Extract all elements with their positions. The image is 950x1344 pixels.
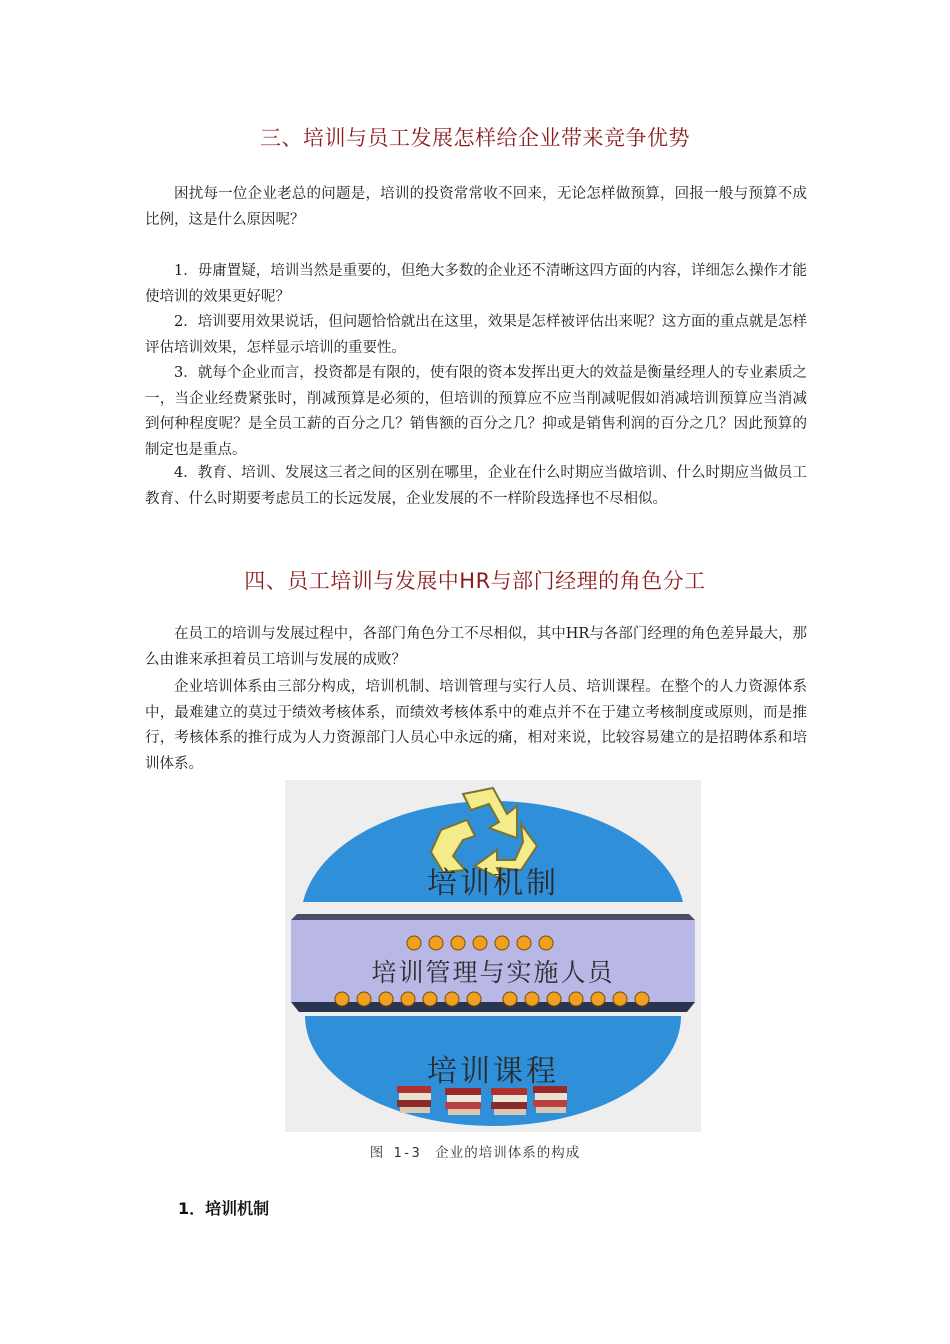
- section-3-heading: 三、培训与员工发展怎样给企业带来竞争优势: [260, 126, 690, 150]
- section-3-item-1: 1．毋庸置疑，培训当然是重要的，但绝大多数的企业还不清晰这四方面的内容，详细怎么操作才能使培训的效果更好呢？: [145, 263, 807, 305]
- figure-label-mechanism: 培训机制: [427, 866, 559, 901]
- section-3-item-2: 2．培训要用效果说话，但问题恰恰就出在这里，效果是怎样被评估出来呢？这方面的重点就是怎样评估培训效果，怎样显示培训的重要性。: [145, 314, 807, 356]
- section-4-paragraph-1: 在员工的培训与发展过程中，各部门角色分工不尽相似，其中HR与各部门经理的角色差异最大，那么由谁来承担着员工培训与发展的成败？: [145, 626, 807, 668]
- subheading-training-mechanism: 1．培训机制: [178, 1199, 270, 1218]
- section-3-item-3: 3．就每个企业而言，投资都是有限的，使有限的资本发挥出更大的效益是衡量经理人的专业素质之一，当企业经费紧张时，削减预算是必须的，但培训的预算应不应当削减呢假如消减培训预算应当消减到何种程度呢？是全员工薪的百分之几？销售额的百分之几？抑或是销售利润的百分之几？因此预算的制定也是重点。: [145, 365, 807, 458]
- section-4-paragraph-2: 企业培训体系由三部分构成，培训机制、培训管理与实行人员、培训课程。在整个的人力资源体系中，最难建立的莫过于绩效考核体系，而绩效考核体系中的难点并不在于建立考核制度或原则，而是推行，考核体系的推行成为人力资源部门人员心中永远的痛，相对来说，比较容易建立的是招聘体系和培训体系。: [145, 679, 807, 772]
- section-3-item-4: 4．教育、培训、发展这三者之间的区别在哪里，企业在什么时期应当做培训、什么时期应当做员工教育、什么时期要考虑员工的长远发展，企业发展的不一样阶段选择也不尽相似。: [145, 465, 807, 507]
- section-3-intro: 困扰每一位企业老总的问题是，培训的投资常常收不回来，无论怎样做预算，回报一般与预算不成比例，这是什么原因呢？: [145, 186, 807, 228]
- figure-label-course: 培训课程: [427, 1054, 559, 1089]
- section-4-heading: 四、员工培训与发展中HR与部门经理的角色分工: [244, 569, 706, 593]
- figure-label-management: 培训管理与实施人员: [371, 958, 615, 987]
- figure-caption: 图 1-3 企业的培训体系的构成: [369, 1145, 581, 1161]
